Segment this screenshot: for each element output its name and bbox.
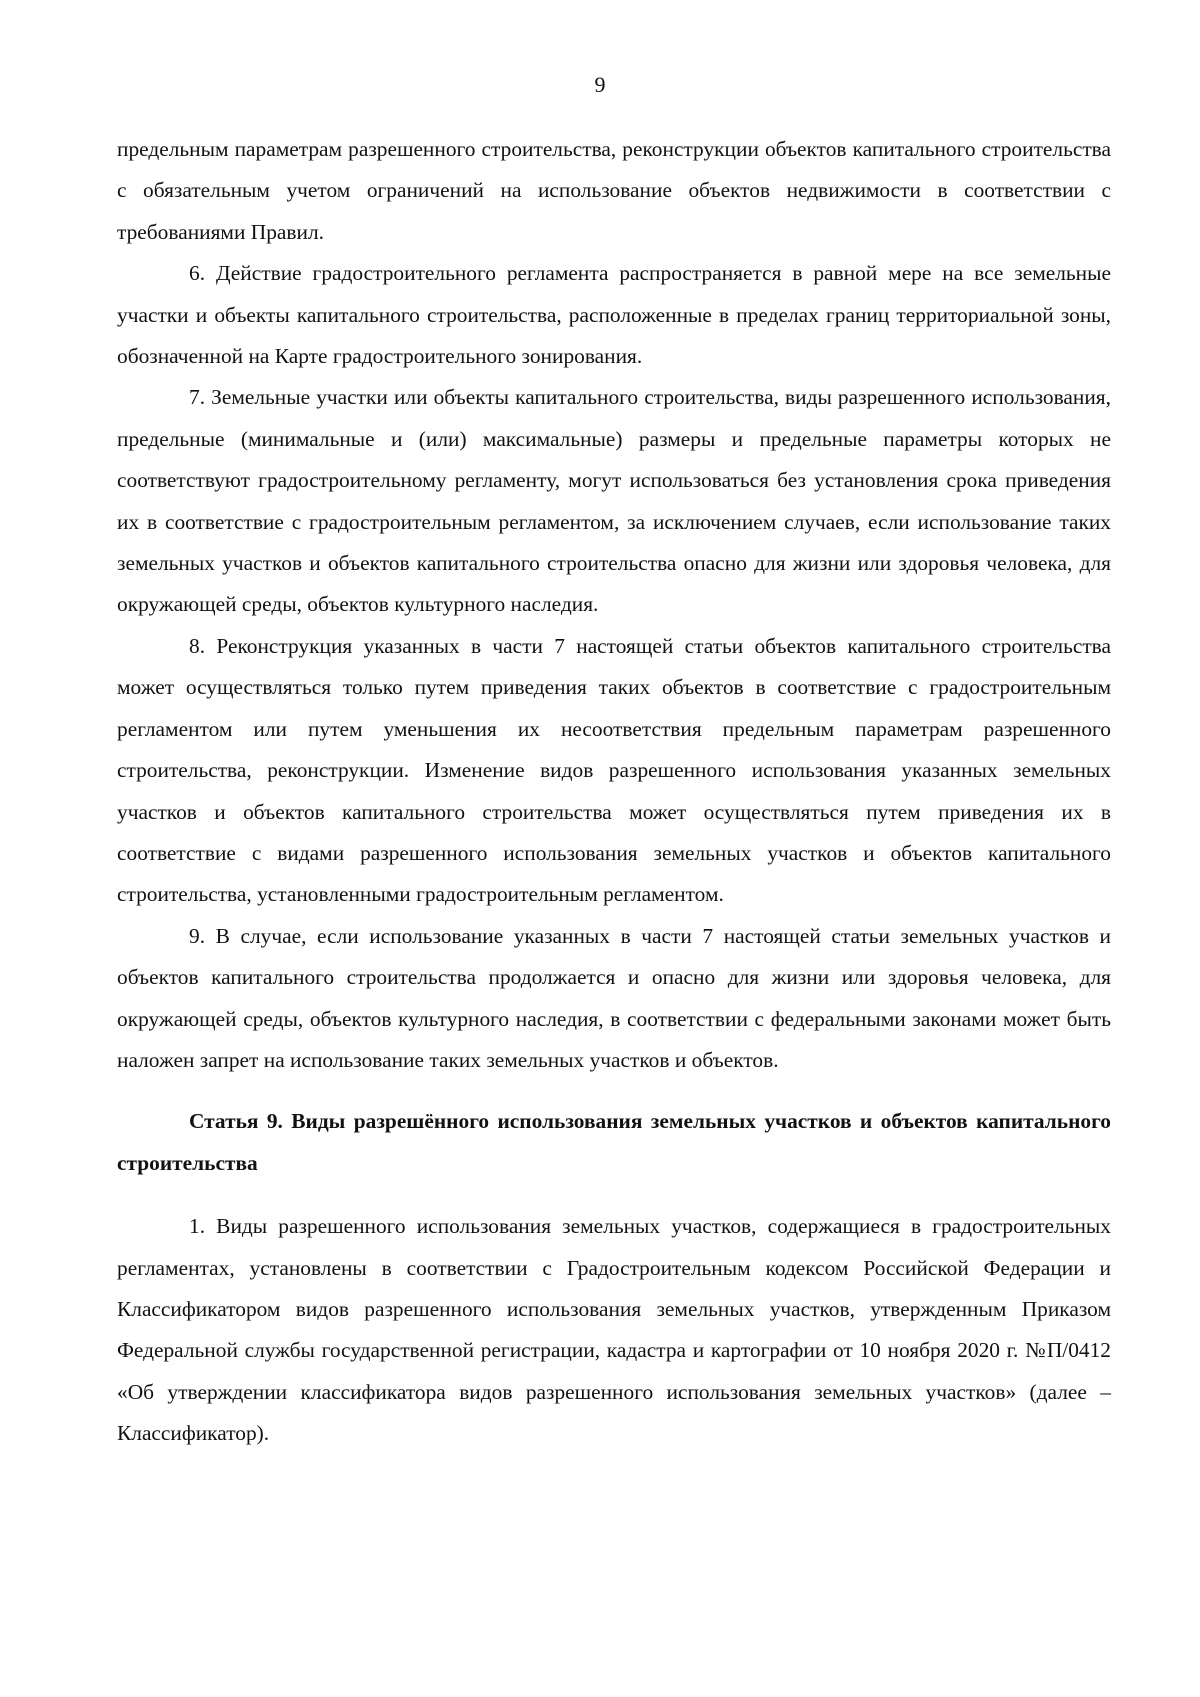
paragraph-item-6: 6. Действие градостроительного регламента распространяется в равной мере на все земельные участки и объекты капитального строительства, расположенные в пределах границ территориальной зоны, обозначенной на Карте градостроительного зонирования. — [117, 261, 1111, 369]
paragraph-item-8: 8. Реконструкция указанных в части 7 настоящей статьи объектов капитального строительства может осуществляться только путем приведения таких объектов в соответствие с градостроительным регламентом или путем уменьшения их несоответствия предельным параметрам разрешенного строительства, реконструкции. Изменение видов разрешенного использования указанных земельных участков и объектов капитального строительства может осуществляться путем приведения их в соответствие с видами разрешенного использования земельных участков и объектов капитального строительства, установленными градостроительным регламентом. — [117, 633, 1111, 907]
document-body — [117, 129, 1111, 1455]
paragraph-item-7: 7. Земельные участки или объекты капитального строительства, виды разрешенного использования, предельные (минимальные и (или) максимальные) размеры и предельные параметры которых не соответствуют градостроительному регламенту, могут использоваться без установления срока приведения их в соответствие с градостроительным регламентом, за исключением случаев, если использование таких земельных участков и объектов капитального строительства опасно для жизни или здоровья человека, для окружающей среды, объектов культурного наследия. — [117, 385, 1111, 617]
article-paragraph-1: 1. Виды разрешенного использования земельных участков, содержащиеся в градостроительных регламентах, установлены в соответствии с Градостроительным кодексом Российской Федерации и Классификатором видов разрешенного использования земельных участков, утвержденным Приказом Федеральной службы государственной регистрации, кадастра и картографии от 10 ноября 2020 г. №П/0412 «Об утверждении классификатора видов разрешенного использования земельных участков» (далее – Классификатор). — [117, 1214, 1111, 1446]
paragraph-item-9: 9. В случае, если использование указанных в части 7 настоящей статьи земельных участков и объектов капитального строительства продолжается и опасно для жизни или здоровья человека, для окружающей среды, объектов культурного наследия, в соответствии с федеральными законами может быть наложен запрет на использование таких земельных участков и объектов. — [117, 923, 1111, 1072]
paragraph-continuation: предельным параметрам разрешенного строительства, реконструкции объектов капитального строительства с обязательным учетом ограничений на использование объектов недвижимости в соответствии с требованиями Правил. — [117, 137, 1111, 244]
page-number: 9 — [594, 72, 606, 97]
article-heading: Статья 9. Виды разрешённого использования земельных участков и объектов капитального строительства — [117, 1109, 1111, 1175]
